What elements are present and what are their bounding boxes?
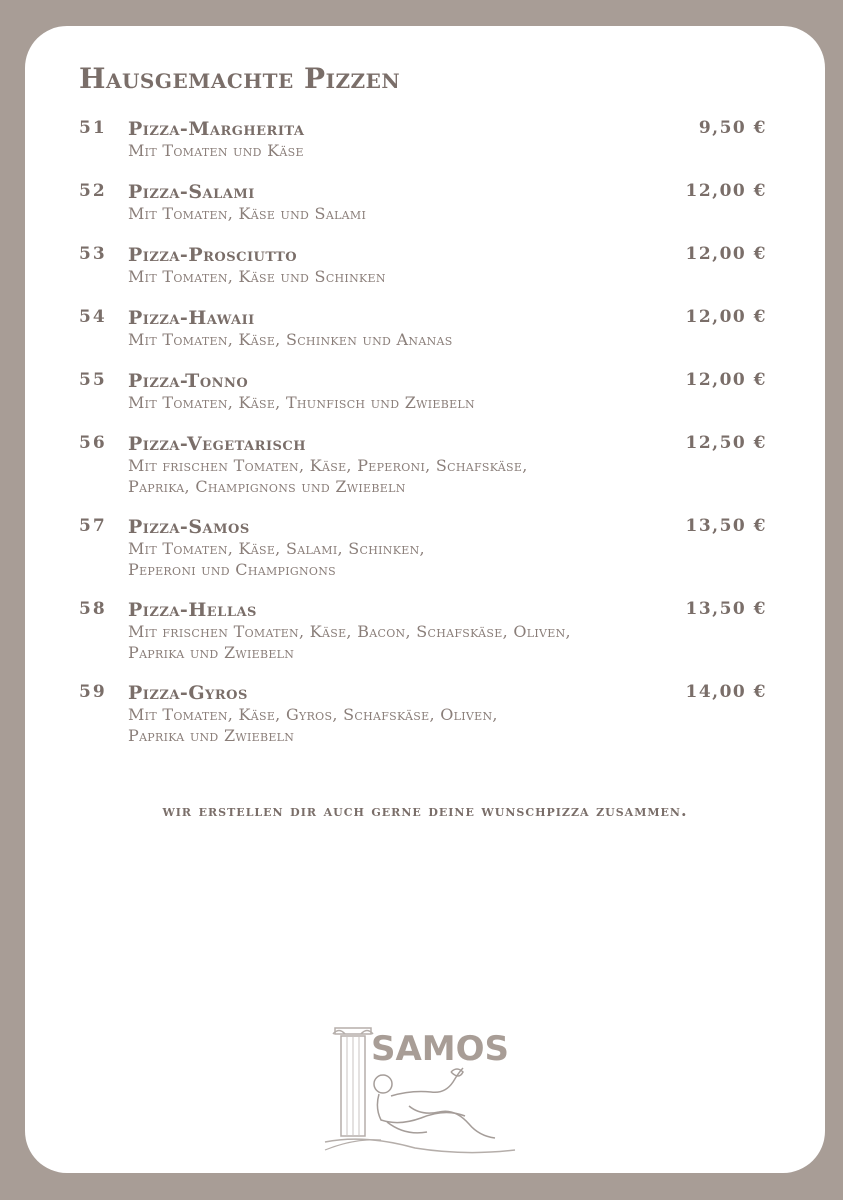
item-description: Mit Tomaten, Käse und Schinken xyxy=(128,267,386,286)
item-number: 58 xyxy=(79,599,107,619)
menu-item xyxy=(79,307,767,351)
item-price: 13,50 € xyxy=(685,599,767,619)
item-name: Pizza-Tonno xyxy=(128,370,249,392)
menu-card xyxy=(25,26,825,1173)
item-description: Mit Tomaten, Käse, Thunfisch und Zwiebeln xyxy=(128,393,475,412)
item-name: Pizza-Hawaii xyxy=(128,307,255,329)
item-number: 52 xyxy=(79,181,107,201)
item-number: 57 xyxy=(79,516,107,536)
item-description: Paprika und Zwiebeln xyxy=(128,726,295,745)
item-description: Mit frischen Tomaten, Käse, Bacon, Schafskäse, Oliven, xyxy=(128,622,571,641)
item-number: 56 xyxy=(79,433,107,453)
item-price: 12,00 € xyxy=(685,307,767,327)
pizza-list xyxy=(79,118,767,765)
menu-item xyxy=(79,433,767,497)
item-price: 12,50 € xyxy=(685,433,767,453)
item-number: 55 xyxy=(79,370,107,390)
page-title: Hausgemachte Pizzen xyxy=(79,62,401,95)
item-name: Pizza-Hellas xyxy=(128,599,257,621)
item-name: Pizza-Vegetarisch xyxy=(128,433,307,455)
item-price: 9,50 € xyxy=(698,118,767,138)
item-description: Mit Tomaten, Käse, Salami, Schinken, xyxy=(128,539,425,558)
item-name: Pizza-Samos xyxy=(128,516,250,538)
item-number: 54 xyxy=(79,307,107,327)
greek-column-figure-icon xyxy=(321,1022,521,1164)
item-name: Pizza-Prosciutto xyxy=(128,244,298,266)
item-price: 12,00 € xyxy=(685,244,767,264)
item-price: 13,50 € xyxy=(685,516,767,536)
logo-text: SAMOS xyxy=(371,1029,510,1069)
item-description: Paprika und Zwiebeln xyxy=(128,643,295,662)
item-description: Mit frischen Tomaten, Käse, Peperoni, Schafskäse, xyxy=(128,456,528,475)
item-description: Peperoni und Champignons xyxy=(128,560,336,579)
item-price: 14,00 € xyxy=(685,682,767,702)
custom-pizza-note: wir erstellen dir auch gerne deine wunschpizza zusammen. xyxy=(162,801,688,820)
menu-item xyxy=(79,516,767,580)
menu-item xyxy=(79,599,767,663)
menu-item xyxy=(79,118,767,162)
item-number: 51 xyxy=(79,118,107,138)
item-number: 53 xyxy=(79,244,107,264)
item-price: 12,00 € xyxy=(685,370,767,390)
menu-item xyxy=(79,244,767,288)
menu-item xyxy=(79,370,767,414)
item-name: Pizza-Gyros xyxy=(128,682,248,704)
item-description: Mit Tomaten, Käse, Schinken und Ananas xyxy=(128,330,453,349)
item-number: 59 xyxy=(79,682,107,702)
item-description: Paprika, Champignons und Zwiebeln xyxy=(128,477,406,496)
item-description: Mit Tomaten und Käse xyxy=(128,141,304,160)
item-description: Mit Tomaten, Käse, Gyros, Schafskäse, Oliven, xyxy=(128,705,498,724)
menu-item xyxy=(79,682,767,746)
item-description: Mit Tomaten, Käse und Salami xyxy=(128,204,367,223)
item-name: Pizza-Margherita xyxy=(128,118,305,140)
item-price: 12,00 € xyxy=(685,181,767,201)
item-name: Pizza-Salami xyxy=(128,181,255,203)
menu-item xyxy=(79,181,767,225)
